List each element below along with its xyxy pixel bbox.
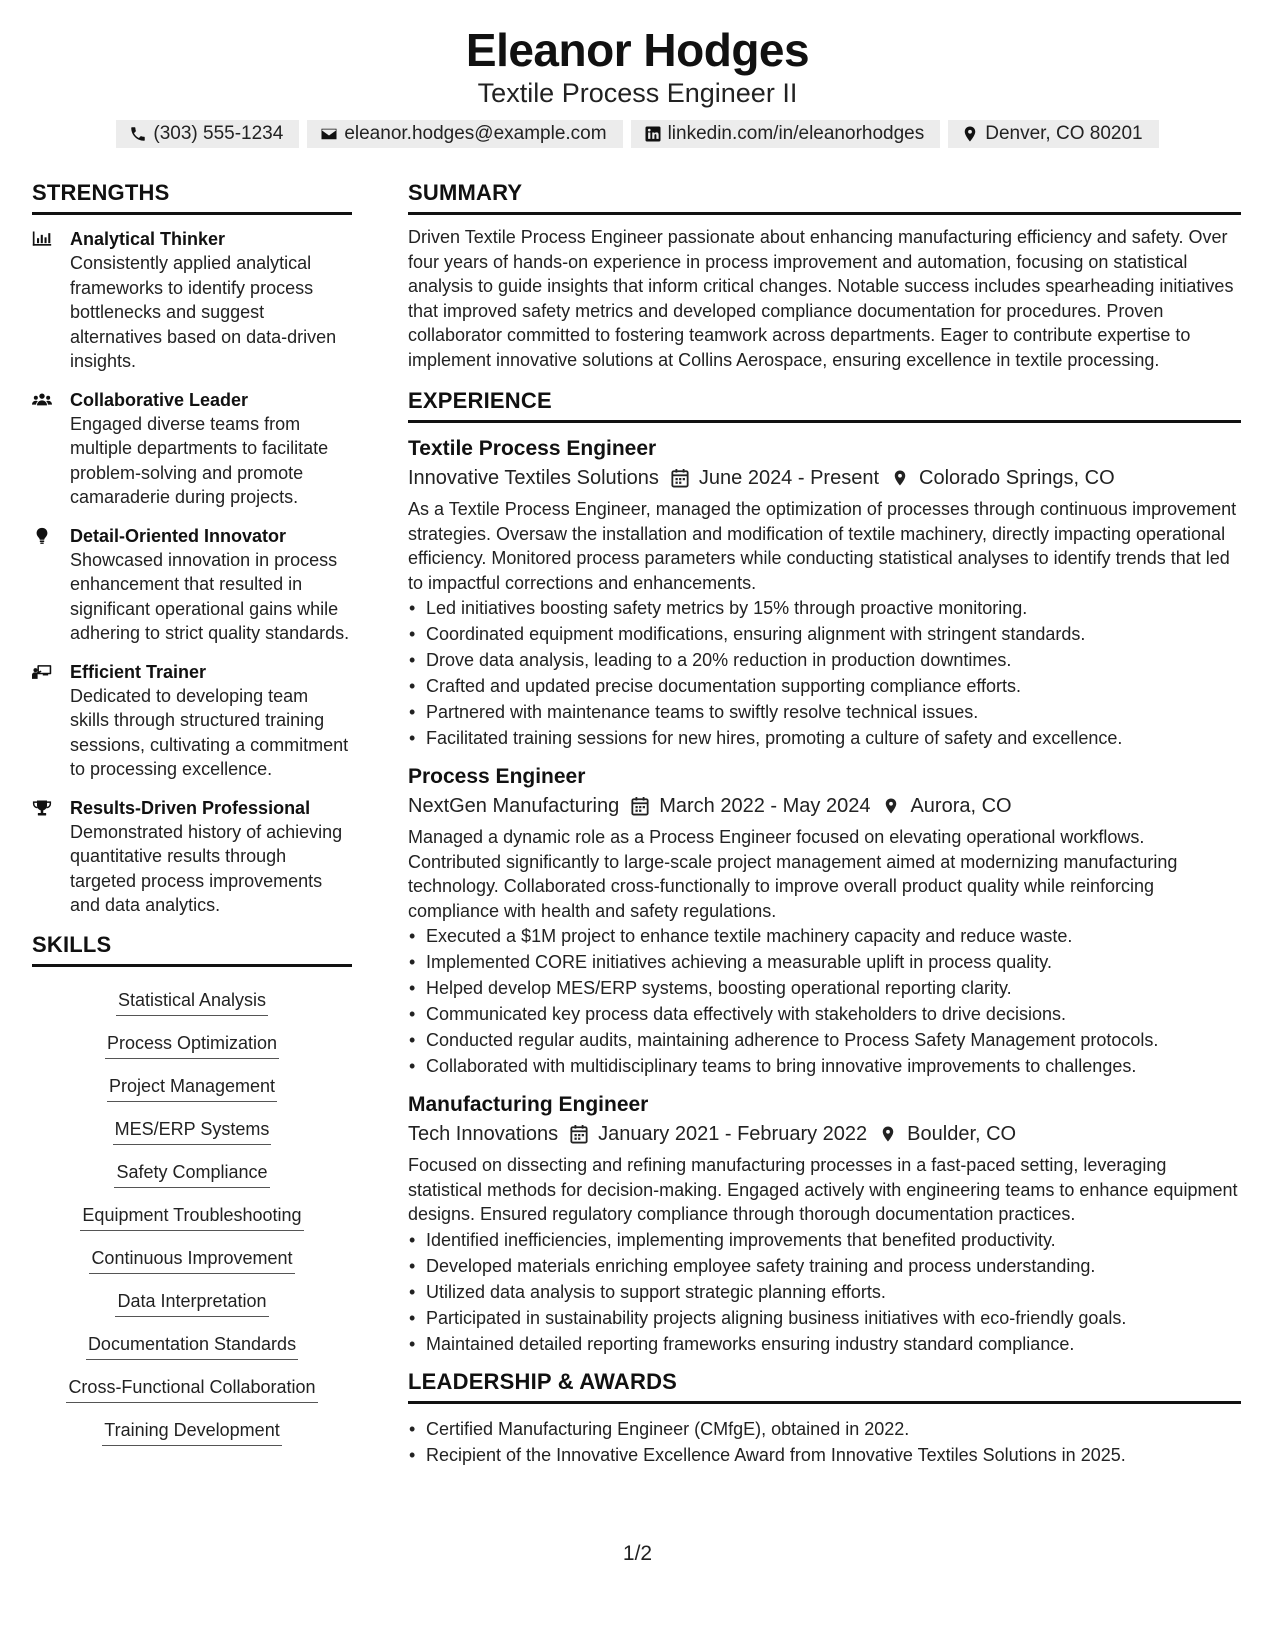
- job-meta: [408, 463, 1241, 493]
- list-item: • Communicated key process data effectively with stakeholders to drive decisions.: [426, 1001, 1241, 1027]
- location-icon: [960, 124, 980, 144]
- list-item: • Implemented CORE initiatives achieving a measurable uplift in process quality.: [426, 949, 1241, 975]
- list-item: • Executed a $1M project to enhance textile machinery capacity and reduce waste.: [426, 923, 1241, 949]
- candidate-role: Textile Process Engineer II: [477, 78, 798, 108]
- strength-title: Efficient Trainer: [70, 661, 207, 682]
- strengths-heading: STRENGTHS: [32, 180, 352, 215]
- job-bullets: [408, 1227, 1241, 1357]
- strength-item: [32, 796, 352, 918]
- strength-title: Collaborative Leader: [70, 389, 249, 410]
- list-item: • Crafted and updated precise documentation supporting compliance efforts.: [426, 673, 1241, 699]
- list-item: • Helped develop MES/ERP systems, boosting operational reporting clarity.: [426, 975, 1241, 1001]
- list-item: • Partnered with maintenance teams to swiftly resolve technical issues.: [426, 699, 1241, 725]
- skill-tag: Project Management: [107, 1074, 277, 1102]
- calendar-icon: [671, 468, 689, 488]
- job-entry: [408, 763, 1241, 1079]
- left-column: [32, 180, 352, 1452]
- list-item: • Collaborated with multidisciplinary teams to bring innovative improvements to challenges.: [426, 1053, 1241, 1079]
- strength-desc: Demonstrated history of achieving quantitative results through targeted process improvements and data analytics.: [70, 821, 343, 915]
- job-company: NextGen Manufacturing: [408, 795, 620, 817]
- contact-bar: [0, 120, 1275, 148]
- list-item: • Coordinated equipment modifications, ensuring alignment with stringent standards.: [426, 621, 1241, 647]
- experience-heading: EXPERIENCE: [408, 388, 1241, 423]
- skill-tag: Equipment Troubleshooting: [80, 1203, 303, 1231]
- strength-item: [32, 524, 352, 646]
- list-item: • Utilized data analysis to support strategic planning efforts.: [426, 1279, 1241, 1305]
- contact-linkedin-text: linkedin.com/in/eleanorhodges: [667, 123, 925, 144]
- phone-icon: [128, 124, 148, 144]
- job-description: As a Textile Process Engineer, managed the optimization of processes through continuous improvement strategies. Oversaw the installation and modification of textile machinery, directly impacting operational efficiency. Monitored process parameters while conducting statistical analyses to identify trends that led to impactful corrections and enhancements.: [408, 499, 1237, 593]
- strength-title: Analytical Thinker: [70, 229, 226, 249]
- list-item: • Conducted regular audits, maintaining adherence to Process Safety Management protocols.: [426, 1027, 1241, 1053]
- summary-heading: SUMMARY: [408, 180, 1241, 215]
- location-icon: [879, 1124, 897, 1144]
- candidate-name: Eleanor Hodges: [465, 24, 810, 76]
- teacher-icon: [32, 668, 52, 685]
- contact-phone[interactable]: [116, 120, 299, 148]
- list-item: • Certified Manufacturing Engineer (CMfgE), obtained in 2022.: [426, 1416, 1241, 1442]
- right-column: [408, 180, 1241, 1468]
- contact-location: [948, 120, 1158, 148]
- job-meta: [408, 791, 1241, 821]
- page-number: 1/2: [622, 1542, 653, 1565]
- trophy-icon: [32, 804, 52, 821]
- linkedin-icon: [643, 124, 663, 144]
- calendar-icon: [570, 1124, 588, 1144]
- contact-email[interactable]: [307, 120, 622, 148]
- calendar-icon: [631, 796, 649, 816]
- location-icon: [891, 468, 909, 488]
- list-item: • Developed materials enriching employee safety training and process understanding.: [426, 1253, 1241, 1279]
- strength-item: [32, 388, 352, 510]
- job-company: Innovative Textiles Solutions: [408, 467, 659, 489]
- list-item: • Recipient of the Innovative Excellence Award from Innovative Textiles Solutions in 2025.: [426, 1442, 1241, 1468]
- resume-header: [0, 0, 1275, 148]
- strength-title: Results-Driven Professional: [70, 797, 311, 818]
- skill-tag: Data Interpretation: [115, 1289, 268, 1317]
- job-bullets: [408, 923, 1241, 1079]
- users-icon: [32, 396, 52, 413]
- list-item: • Led initiatives boosting safety metrics by 15% through proactive monitoring.: [426, 595, 1241, 621]
- strength-item: [32, 227, 352, 374]
- job-meta: [408, 1119, 1241, 1149]
- contact-phone-text: (303) 555-1234: [153, 123, 284, 144]
- skills-list: [32, 979, 352, 1452]
- envelope-icon: [319, 124, 339, 144]
- job-bullets: [408, 595, 1241, 751]
- skill-tag: Training Development: [102, 1418, 281, 1446]
- leadership-heading: LEADERSHIP & AWARDS: [408, 1369, 1241, 1404]
- strength-title: Detail-Oriented Innovator: [70, 525, 287, 546]
- list-item: • Drove data analysis, leading to a 20% reduction in production downtimes.: [426, 647, 1241, 673]
- skill-tag: Safety Compliance: [114, 1160, 269, 1188]
- contact-linkedin[interactable]: [631, 120, 941, 148]
- contact-location-text: Denver, CO 80201: [985, 123, 1143, 144]
- list-item: • Maintained detailed reporting frameworks ensuring industry standard compliance.: [426, 1331, 1241, 1357]
- job-location: Aurora, CO: [910, 795, 1012, 817]
- job-description: Focused on dissecting and refining manufacturing processes in a fast-paced setting, leveraging statistical methods for decision-making. Engaged actively with engineering teams to enhance equipment designs. Ensured regulatory compliance through thorough documentation practices.: [408, 1155, 1238, 1224]
- job-title: Textile Process Engineer: [408, 437, 657, 460]
- job-title: Manufacturing Engineer: [408, 1093, 649, 1116]
- strength-desc: Consistently applied analytical frameworks to identify process bottlenecks and suggest alternatives based on data-driven insights.: [70, 253, 337, 371]
- strength-desc: Engaged diverse teams from multiple departments to facilitate problem-solving and promote camaraderie during projects.: [70, 413, 329, 507]
- job-dates: January 2021 - February 2022: [598, 1123, 868, 1145]
- job-location: Colorado Springs, CO: [919, 467, 1115, 489]
- job-description: Managed a dynamic role as a Process Engineer focused on elevating operational workflows. Contributed significantly to large-scale project management aimed at modernizing manufacturing technology. Collaborated cross-functionally to improve overall product quality while reinforcing compliance with health and safety regulations.: [408, 827, 1178, 921]
- job-entry: [408, 435, 1241, 751]
- job-entry: [408, 1091, 1241, 1357]
- skill-tag: Process Optimization: [105, 1031, 279, 1059]
- strength-desc: Showcased innovation in process enhancement that resulted in significant operational gains while adhering to strict quality standards.: [70, 549, 350, 643]
- job-title: Process Engineer: [408, 765, 586, 788]
- skills-heading: SKILLS: [32, 932, 352, 967]
- skill-tag: Continuous Improvement: [89, 1246, 294, 1274]
- list-item: • Facilitated training sessions for new hires, promoting a culture of safety and excellence.: [426, 725, 1241, 751]
- skill-tag: Documentation Standards: [86, 1332, 298, 1360]
- leadership-list: [408, 1416, 1241, 1468]
- bar-chart-icon: [32, 235, 52, 252]
- summary-text: Driven Textile Process Engineer passionate about enhancing manufacturing efficiency and safety. Over four years of hands-on experience in process improvement and automation, focusing on statistical analysis to guide insights that inform critical changes. Notable success includes spearheading initiatives that improved safety metrics and developed compliance documentation for procedures. Proven collaborator committed to fostering teamwork across departments. Eager to contribute expertise to implement innovative solutions at Collins Aerospace, ensuring excellence in textile processing.: [408, 227, 1234, 370]
- strength-desc: Dedicated to developing team skills through structured training sessions, cultivating a commitment to processing excellence.: [70, 685, 349, 779]
- job-dates: June 2024 - Present: [698, 467, 880, 489]
- lightbulb-icon: [32, 532, 52, 549]
- contact-email-text: eleanor.hodges@example.com: [344, 123, 607, 144]
- skill-tag: MES/ERP Systems: [113, 1117, 272, 1145]
- skill-tag: Statistical Analysis: [116, 988, 268, 1016]
- list-item: • Participated in sustainability projects aligning business initiatives with eco-friendly goals.: [426, 1305, 1241, 1331]
- job-dates: March 2022 - May 2024: [659, 795, 871, 817]
- job-location: Boulder, CO: [907, 1123, 1017, 1145]
- location-icon: [882, 796, 900, 816]
- job-company: Tech Innovations: [408, 1123, 559, 1145]
- strength-item: [32, 660, 352, 782]
- skill-tag: Cross-Functional Collaboration: [66, 1375, 317, 1403]
- list-item: • Identified inefficiencies, implementing improvements that benefited productivity.: [426, 1227, 1241, 1253]
